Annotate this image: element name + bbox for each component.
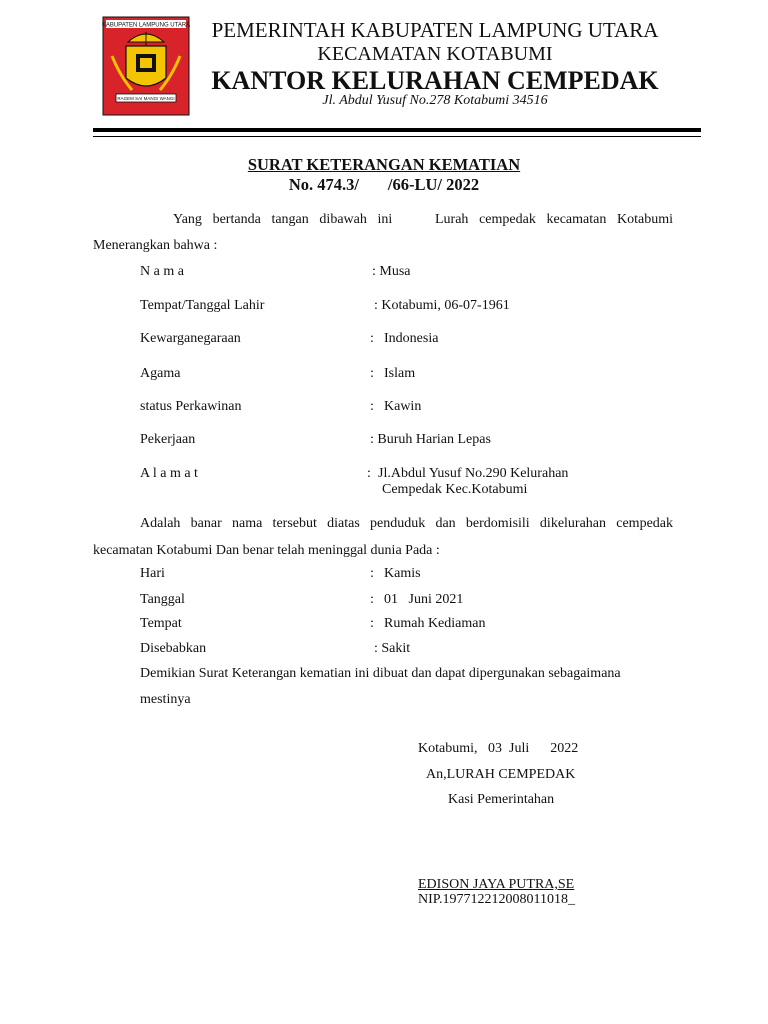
- religion-label: Agama: [140, 366, 181, 381]
- birth-value: : Kotabumi, 06-07-1961: [374, 298, 510, 313]
- day-value: Kamis: [384, 566, 421, 581]
- day-colon: :: [370, 566, 374, 581]
- name-value: : Musa: [372, 264, 411, 279]
- address-value-line-2: Cempedak Kec.Kotabumi: [382, 482, 528, 497]
- citizenship-value: Indonesia: [384, 331, 439, 346]
- date-colon: :: [370, 592, 374, 607]
- occupation-label: Pekerjaan: [140, 432, 196, 447]
- letterhead-divider-thick: [93, 128, 701, 132]
- occupation-value: : Buruh Harian Lepas: [370, 432, 491, 447]
- intro-line-2: Menerangkan bahwa :: [93, 238, 218, 253]
- closing-line-1: Demikian Surat Keterangan kematian ini dibuat dan dapat dipergunakan sebagaimana: [140, 666, 621, 681]
- regency-emblem-logo: [102, 16, 190, 116]
- address-colon: :: [367, 466, 371, 481]
- religion-colon: :: [370, 366, 374, 381]
- signature-place-date: Kotabumi, 03 Juli 2022: [418, 741, 579, 756]
- cause-value: : Sakit: [374, 641, 411, 656]
- signatory-name: EDISON JAYA PUTRA,SE: [418, 877, 575, 892]
- letterhead-address: Jl. Abdul Yusuf No.278 Kotabumi 34516: [322, 93, 548, 108]
- cause-label: Disebabkan: [140, 641, 207, 656]
- logo-text-bottom: RAGEM SAI MANGI WANGI: [117, 96, 175, 101]
- letterhead-government: PEMERINTAH KABUPATEN LAMPUNG UTARA: [211, 18, 659, 42]
- signature-on-behalf: An,LURAH CEMPEDAK: [426, 767, 576, 782]
- address-label: A l a m a t: [140, 466, 198, 481]
- birth-label: Tempat/Tanggal Lahir: [140, 298, 265, 313]
- document-title: [0, 155, 768, 175]
- citizenship-label: Kewarganegaraan: [140, 331, 241, 346]
- intro-line-1: Yang bertanda tangan dibawah ini Lurah cempedak kecamatan Kotabumi: [173, 212, 673, 227]
- place-label: Tempat: [140, 616, 182, 631]
- day-label: Hari: [140, 566, 165, 581]
- place-value: Rumah Kediaman: [384, 616, 486, 631]
- place-colon: :: [370, 616, 374, 631]
- statement-line-2: kecamatan Kotabumi Dan benar telah meninggal dunia Pada :: [93, 543, 440, 558]
- logo-text-top: KABUPATEN LAMPUNG UTARA: [102, 22, 190, 29]
- date-value: 01 Juni 2021: [384, 592, 464, 607]
- signature-position: Kasi Pemerintahan: [448, 792, 555, 807]
- address-value-line-1: Jl.Abdul Yusuf No.290 Kelurahan: [378, 466, 569, 481]
- statement-line-1: Adalah banar nama tersebut diatas penduduk dan berdomisili dikelurahan cempedak: [140, 516, 673, 531]
- signatory-nip: NIP.197712212008011018_: [418, 892, 575, 907]
- document-title-text: SURAT KETERANGAN KEMATIAN: [247, 155, 521, 174]
- letterhead-divider-thin: [93, 136, 701, 137]
- citizenship-colon: :: [370, 331, 374, 346]
- date-label: Tanggal: [140, 592, 185, 607]
- letterhead-district: KECAMATAN KOTABUMI: [317, 43, 553, 65]
- marital-status-value: Kawin: [384, 399, 422, 414]
- marital-status-colon: :: [370, 399, 374, 414]
- closing-line-2: mestinya: [140, 692, 191, 707]
- religion-value: Islam: [384, 366, 416, 381]
- name-label: N a m a: [140, 264, 184, 279]
- marital-status-label: status Perkawinan: [140, 399, 242, 414]
- letterhead-office: KANTOR KELURAHAN CEMPEDAK: [211, 66, 659, 95]
- document-number: No. 474.3/ /66-LU/ 2022: [288, 175, 480, 194]
